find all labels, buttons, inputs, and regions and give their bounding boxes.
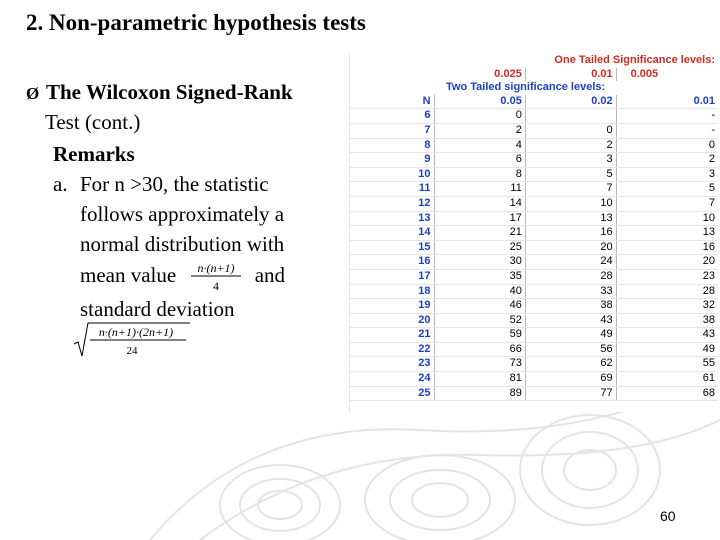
content-block (26, 78, 346, 324)
value-cell-0.01: 32 (616, 299, 718, 314)
remark-a-label: a. (53, 172, 68, 196)
n-cell: 10 (350, 167, 434, 182)
std-label: standard deviation (80, 297, 235, 321)
value-cell-0.01: 23 (616, 269, 718, 284)
remarks-heading: Remarks (53, 142, 135, 166)
n-cell: 21 (350, 328, 434, 343)
n-cell: 20 (350, 313, 434, 328)
n-cell: 18 (350, 284, 434, 299)
value-cell-0.05: 40 (434, 284, 525, 299)
one-tailed-level-3: 0.005 (630, 67, 659, 80)
value-cell-0.05: 14 (434, 196, 525, 211)
table-row (350, 357, 718, 372)
std-deviation-formula (72, 320, 192, 360)
value-cell-0.02: 5 (525, 167, 616, 182)
value-cell-0.05: 59 (434, 328, 525, 343)
n-cell: 16 (350, 255, 434, 270)
two-tailed-levels-row (350, 95, 718, 109)
value-cell-0.02: 3 (525, 153, 616, 168)
value-cell-0.02: 49 (525, 328, 616, 343)
table-row (350, 196, 718, 211)
remark-a-text: For n >30, the statistic (80, 172, 269, 196)
n-column-header: N (350, 95, 434, 109)
value-cell-0.05: 35 (434, 269, 525, 284)
table-row (350, 284, 718, 299)
table-row (350, 386, 718, 401)
value-cell-0.01: 28 (616, 284, 718, 299)
value-cell-0.01: 0 (616, 138, 718, 153)
bullet-heading: The Wilcoxon Signed-Rank (46, 80, 293, 104)
arrow-bullet-icon: Ø (26, 84, 40, 103)
table-row (350, 255, 718, 270)
value-cell-0.02: 2 (525, 138, 616, 153)
value-cell-0.01: 49 (616, 342, 718, 357)
page-number: 60 (660, 508, 676, 524)
critical-values-table (350, 54, 718, 401)
value-cell-0.02: 28 (525, 269, 616, 284)
n-cell: 23 (350, 357, 434, 372)
table-row (350, 182, 718, 197)
table-row (350, 342, 718, 357)
n-cell: 25 (350, 386, 434, 401)
table-row (350, 153, 718, 168)
n-cell: 12 (350, 196, 434, 211)
table-row (350, 240, 718, 255)
n-cell: 22 (350, 342, 434, 357)
table-row (350, 109, 718, 124)
n-cell: 8 (350, 138, 434, 153)
value-cell-0.02: 56 (525, 342, 616, 357)
value-cell-0.01: - (616, 123, 718, 138)
value-cell-0.05: 2 (434, 123, 525, 138)
value-cell-0.01: 20 (616, 255, 718, 270)
value-cell-0.05: 11 (434, 182, 525, 197)
n-cell: 14 (350, 226, 434, 241)
value-cell-0.02: 69 (525, 372, 616, 387)
table-row (350, 328, 718, 343)
value-cell-0.01: 43 (616, 328, 718, 343)
remark-a-line2: follows approximately a (80, 202, 285, 226)
value-cell-0.05: 81 (434, 372, 525, 387)
n-cell: 17 (350, 269, 434, 284)
n-cell: 15 (350, 240, 434, 255)
std-formula-numerator: n·(n+1)·(2n+1) (98, 325, 174, 339)
table-row (350, 123, 718, 138)
table-row (350, 226, 718, 241)
value-cell-0.05: 21 (434, 226, 525, 241)
n-cell: 11 (350, 182, 434, 197)
table-row (350, 269, 718, 284)
one-tailed-levels-row (350, 68, 718, 82)
value-cell-0.05: 4 (434, 138, 525, 153)
table-row (350, 299, 718, 314)
mean-formula (189, 260, 243, 294)
std-formula-denominator: 24 (126, 345, 138, 357)
value-cell-0.01: 2 (616, 153, 718, 168)
remark-a-line3: normal distribution with (80, 232, 285, 256)
value-cell-0.05: 0 (434, 109, 525, 124)
one-tailed-level-1: 0.025 (434, 68, 525, 82)
remark-a-line4 (80, 260, 346, 294)
remark-a-line1 (53, 170, 346, 199)
value-cell-0.05: 8 (434, 167, 525, 182)
value-cell-0.01: 3 (616, 167, 718, 182)
value-cell-0.02: 7 (525, 182, 616, 197)
value-cell-0.02: 20 (525, 240, 616, 255)
one-tailed-title: One Tailed Significance levels: (554, 54, 715, 66)
value-cell-0.05: 73 (434, 357, 525, 372)
value-cell-0.02 (525, 109, 616, 124)
value-cell-0.02: 16 (525, 226, 616, 241)
n-cell: 7 (350, 123, 434, 138)
value-cell-0.02: 10 (525, 196, 616, 211)
n-cell: 19 (350, 299, 434, 314)
value-cell-0.01: 38 (616, 313, 718, 328)
n-cell: 6 (350, 109, 434, 124)
value-cell-0.02: 62 (525, 357, 616, 372)
value-cell-0.01: 13 (616, 226, 718, 241)
value-cell-0.01: 61 (616, 372, 718, 387)
value-cell-0.05: 6 (434, 153, 525, 168)
n-cell: 9 (350, 153, 434, 168)
value-cell-0.05: 46 (434, 299, 525, 314)
value-cell-0.05: 66 (434, 342, 525, 357)
two-tailed-title: Two Tailed significance levels: (446, 81, 606, 94)
value-cell-0.02: 0 (525, 123, 616, 138)
table-row (350, 167, 718, 182)
value-cell-0.05: 17 (434, 211, 525, 226)
value-cell-0.05: 25 (434, 240, 525, 255)
two-tailed-level-2: 0.02 (525, 95, 616, 109)
value-cell-0.02: 13 (525, 211, 616, 226)
and-word: and (254, 262, 286, 287)
mean-formula-denominator: 4 (213, 279, 220, 293)
table-row (350, 138, 718, 153)
value-cell-0.05: 52 (434, 313, 525, 328)
value-cell-0.02: 38 (525, 299, 616, 314)
mean-label: mean value (80, 262, 177, 287)
value-cell-0.02: 33 (525, 284, 616, 299)
table-row (350, 313, 718, 328)
table-row (350, 211, 718, 226)
wilcoxon-critical-values-table (349, 54, 718, 412)
value-cell-0.01: 55 (616, 357, 718, 372)
n-cell: 24 (350, 372, 434, 387)
value-cell-0.01: 7 (616, 196, 718, 211)
value-cell-0.02: 24 (525, 255, 616, 270)
value-cell-0.05: 30 (434, 255, 525, 270)
one-tailed-title-row (350, 54, 718, 68)
two-tailed-level-1: 0.05 (434, 95, 525, 109)
value-cell-0.01: 10 (616, 211, 718, 226)
two-tailed-level-3: 0.01 (616, 95, 718, 109)
table-row (350, 372, 718, 387)
mean-formula-numerator: n·(n+1) (197, 261, 235, 275)
value-cell-0.01: 16 (616, 240, 718, 255)
value-cell-0.01: 5 (616, 182, 718, 197)
value-cell-0.02: 43 (525, 313, 616, 328)
bullet-item (26, 78, 346, 108)
value-cell-0.05: 89 (434, 386, 525, 401)
value-cell-0.01: 68 (616, 386, 718, 401)
n-cell: 13 (350, 211, 434, 226)
slide-title: 2. Non-parametric hypothesis tests (26, 10, 366, 35)
bullet-heading-continued: Test (cont.) (45, 110, 141, 134)
value-cell-0.01: - (616, 109, 718, 124)
one-tailed-level-2: 0.01 (525, 68, 616, 82)
two-tailed-title-row (350, 81, 718, 95)
value-cell-0.02: 77 (525, 386, 616, 401)
